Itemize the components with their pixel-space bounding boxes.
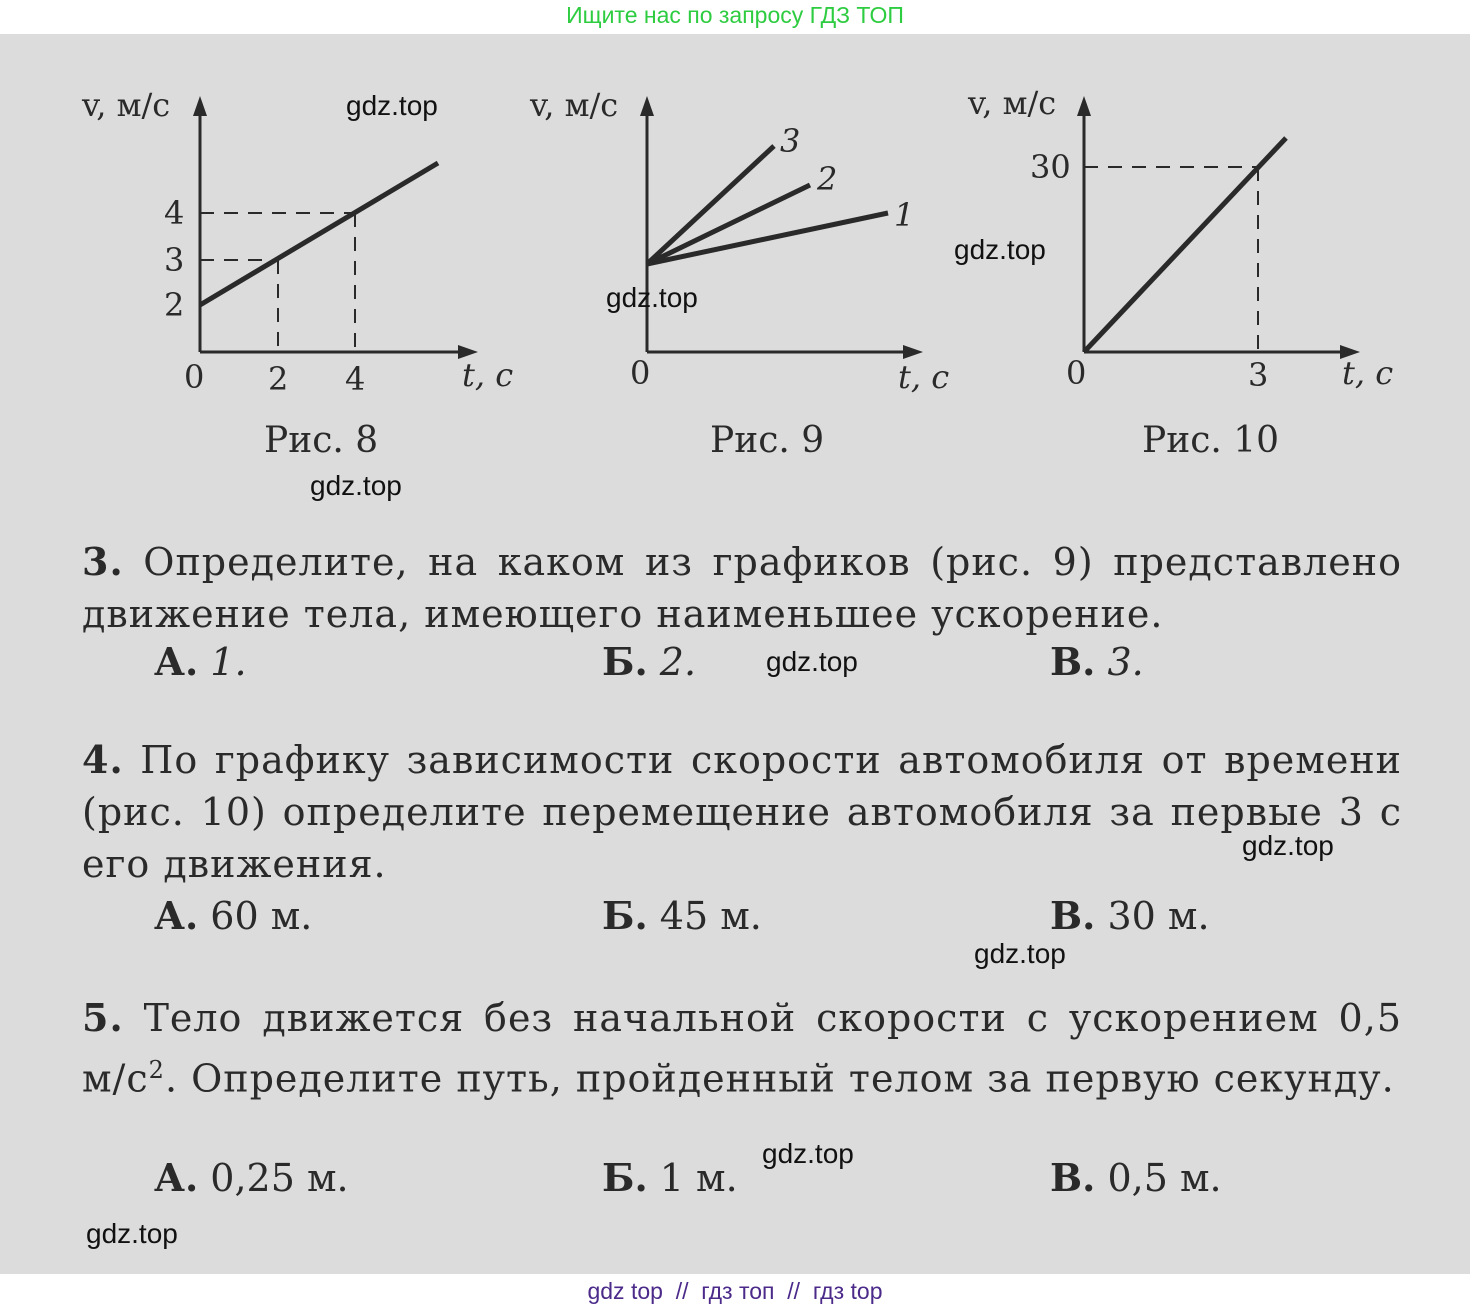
question-number: 5. [82, 995, 124, 1040]
answer-value: 45 м. [659, 894, 762, 938]
superscript: 2 [148, 1056, 165, 1084]
figure-10 [967, 84, 1393, 461]
question-number: 4. [82, 737, 124, 782]
figure-9 [529, 86, 949, 461]
fig10-y-label: v, м/с [968, 84, 1057, 122]
answer-letter: А. [154, 893, 199, 938]
fig10-velocity-line [1084, 138, 1286, 352]
figure-8 [81, 86, 513, 461]
fig8-x-tick: 4 [345, 360, 366, 398]
question-4 [82, 734, 1402, 890]
fig9-x-tick: 0 [630, 354, 651, 392]
answer-option[interactable] [602, 636, 696, 688]
question-text: Определите, на каком из графиков (рис. 9) представлено движение тела, имеющего наименьшее ускорение. [82, 540, 1402, 636]
watermark: gdz.top [346, 90, 438, 121]
fig10-y-tick: 30 [1030, 148, 1071, 186]
question-5 [82, 992, 1402, 1105]
answer-letter: Б. [602, 893, 648, 938]
fig9-x-arrow-icon [903, 345, 923, 359]
top-banner: Ищите нас по запросу ГДЗ ТОП [566, 2, 904, 28]
fig10-caption: Рис. 10 [1142, 420, 1280, 461]
answer-letter: В. [1050, 639, 1096, 684]
fig8-y-arrow-icon [193, 96, 207, 116]
answer-value: 0,5 м. [1107, 1156, 1222, 1200]
answer-option[interactable] [154, 1152, 349, 1204]
fig9-line-label-3: 3 [780, 122, 801, 160]
answer-letter: А. [154, 1155, 199, 1200]
answer-option[interactable] [602, 1152, 738, 1204]
fig9-line-label-1: 1 [894, 196, 915, 234]
question-number: 3. [82, 539, 124, 584]
answer-option[interactable] [154, 636, 247, 688]
watermark: gdz.top [974, 938, 1066, 969]
fig8-x-tick: 2 [268, 360, 289, 398]
answer-value: 1. [210, 640, 247, 684]
fig8-y-tick: 4 [164, 194, 185, 232]
fig9-y-label: v, м/с [530, 86, 619, 124]
fig9-line-3 [647, 146, 774, 264]
question-3 [82, 536, 1402, 640]
answer-letter: Б. [602, 1155, 648, 1200]
fig8-velocity-line [200, 163, 438, 305]
answer-option[interactable] [154, 890, 312, 942]
question-text: По графику зависимости скорости автомобиля от времени (рис. 10) определите перемещение автомобиля за первые 3 с его движения. [82, 738, 1402, 886]
answer-value: 3. [1107, 640, 1144, 684]
watermark: gdz.top [86, 1218, 178, 1249]
bottom-banner: gdz top // гдз топ // гдз top [587, 1278, 883, 1304]
answer-option[interactable] [1050, 1152, 1222, 1204]
answer-letter: В. [1050, 893, 1096, 938]
watermark: gdz.top [1242, 830, 1334, 861]
answer-letter: Б. [602, 639, 648, 684]
fig8-y-tick: 2 [164, 286, 185, 324]
answer-value: 60 м. [210, 894, 313, 938]
fig9-line-1 [647, 213, 888, 264]
fig9-caption: Рис. 9 [710, 420, 825, 461]
watermark: gdz.top [762, 1138, 854, 1169]
question-text: Тело движется без начальной скорости с ускорением 0,5 м/с [82, 996, 1402, 1101]
answer-value: 30 м. [1107, 894, 1210, 938]
fig8-y-label: v, м/с [82, 86, 171, 124]
fig9-line-2 [647, 185, 810, 264]
answer-option[interactable] [1050, 890, 1210, 942]
fig10-y-arrow-icon [1077, 96, 1091, 116]
fig10-x-label: t, с [1342, 354, 1394, 392]
fig9-line-label-2: 2 [817, 160, 838, 198]
answer-letter: В. [1050, 1155, 1096, 1200]
question-text-cont: . Определите путь, пройденный телом за первую секунду. [164, 1056, 1395, 1101]
answer-value: 1 м. [659, 1156, 738, 1200]
fig10-x-tick: 3 [1248, 356, 1269, 394]
fig8-x-tick: 0 [184, 358, 205, 396]
answer-option[interactable] [602, 890, 762, 942]
fig8-caption: Рис. 8 [264, 420, 379, 461]
answer-value: 2. [659, 640, 697, 684]
watermark: gdz.top [954, 234, 1046, 265]
watermark: gdz.top [766, 646, 858, 677]
fig9-y-arrow-icon [640, 96, 654, 116]
watermark: gdz.top [310, 470, 402, 501]
answer-option[interactable] [1050, 636, 1144, 688]
answer-letter: А. [154, 639, 199, 684]
fig8-y-tick: 3 [164, 241, 185, 279]
watermark: gdz.top [606, 282, 698, 313]
fig8-x-label: t, с [462, 356, 514, 394]
answer-value: 0,25 м. [210, 1156, 349, 1200]
fig9-x-label: t, с [898, 358, 950, 396]
fig10-x-tick: 0 [1066, 354, 1087, 392]
